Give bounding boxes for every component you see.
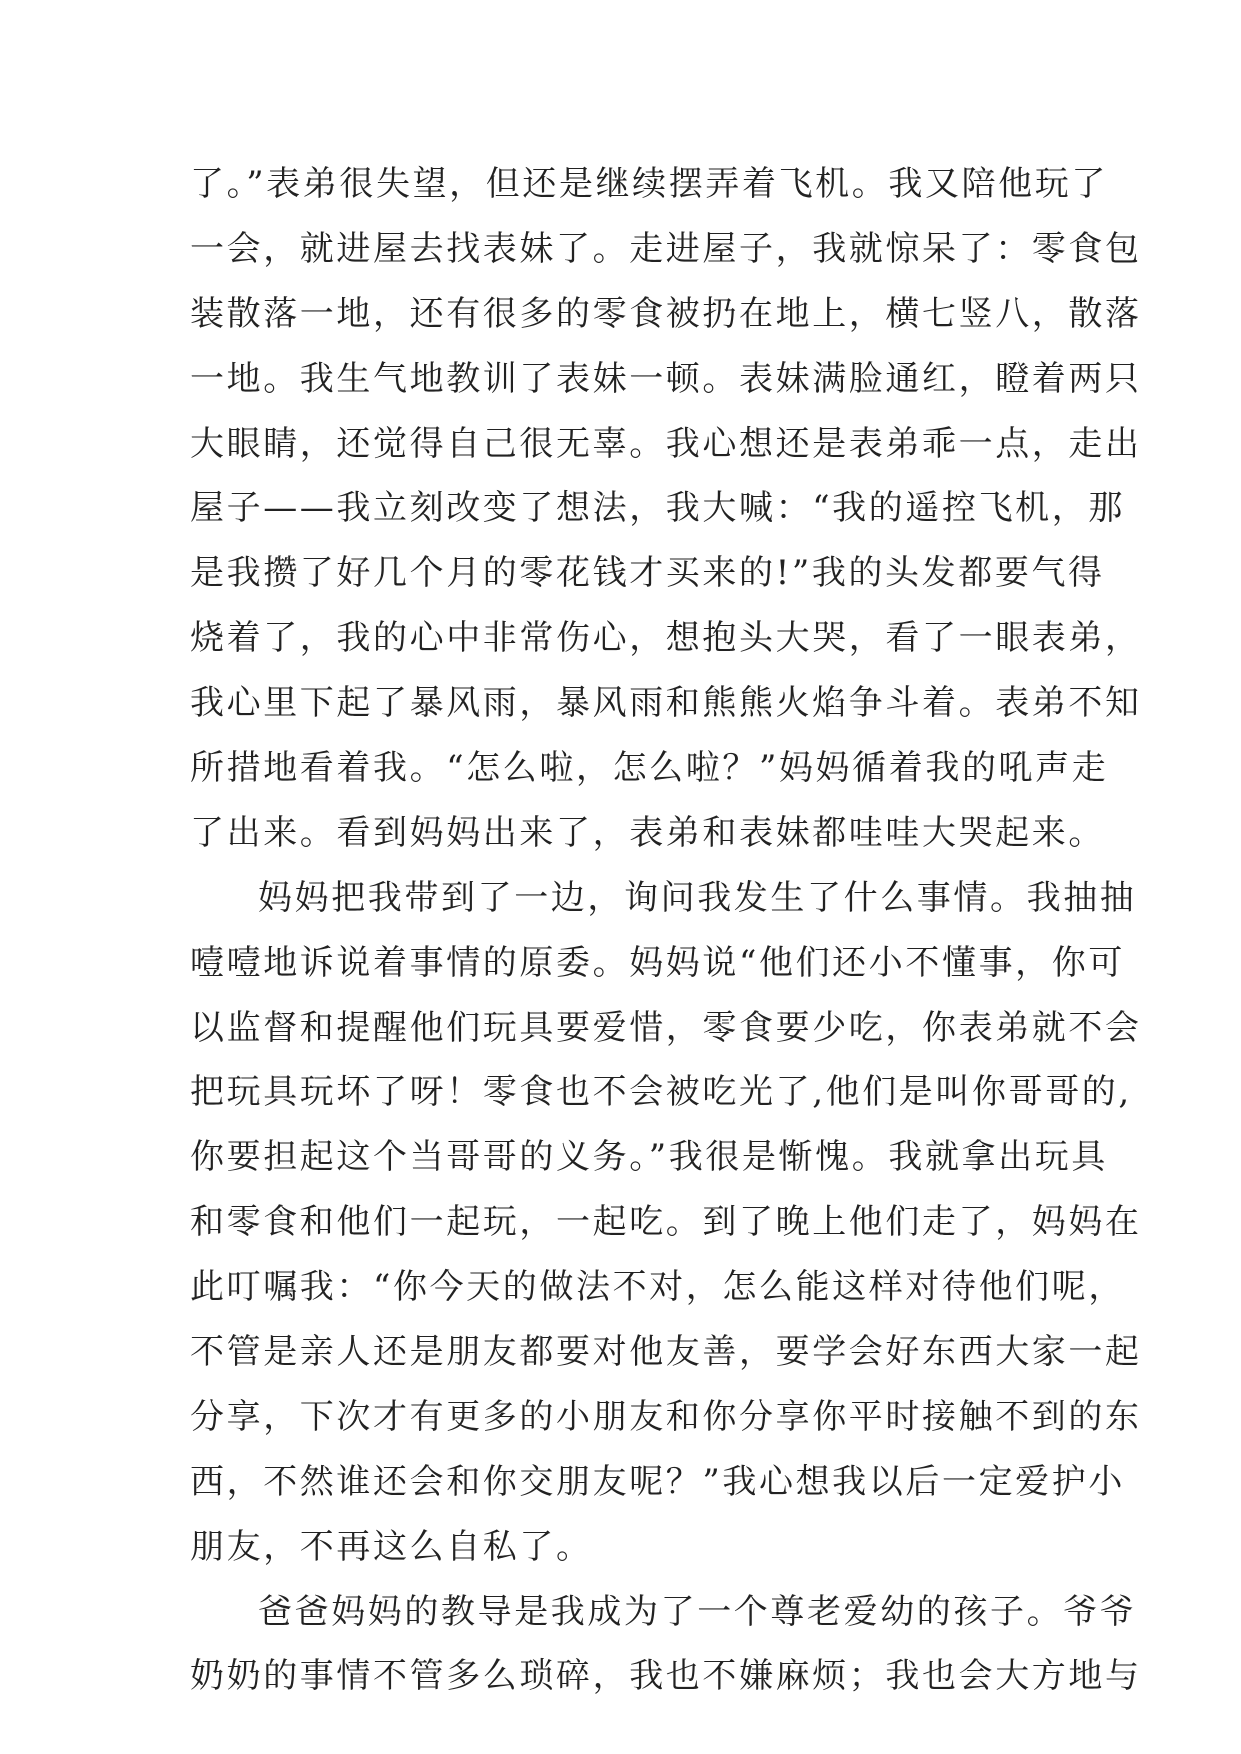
text-line: 和零食和他们一起玩，一起吃。到了晚上他们走了，妈妈在 [190,1202,1142,1243]
text-line: 所措地看着我。“怎么啦，怎么啦？”妈妈循着我的吼声走 [190,748,1109,789]
text-line: 屋子——我立刻改变了想法，我大喊：“我的遥控飞机，那 [190,488,1125,529]
text-line: 一地。我生气地教训了表妹一顿。表妹满脸通红，瞪着两只 [190,358,1142,399]
text-line: 了出来。看到妈妈出来了，表弟和表妹都哇哇大哭起来。 [190,812,1105,853]
text-line: 分享，下次才有更多的小朋友和你分享你平时接触不到的东 [190,1396,1142,1437]
text-line: 我心里下起了暴风雨，暴风雨和熊熊火焰争斗着。表弟不知 [190,683,1142,724]
text-line: 烧着了，我的心中非常伤心，想抱头大哭，看了一眼表弟， [190,618,1142,659]
text-line: 装散落一地，还有很多的零食被扔在地上，横七竖八，散落 [190,293,1142,334]
essay-body [190,152,1142,1709]
text-line: 是我攒了好几个月的零花钱才买来的!”我的头发都要气得 [190,553,1105,594]
text-line: 了。”表弟很失望，但还是继续摆弄着飞机。我又陪他玩了 [190,164,1108,204]
text-line: 大眼睛，还觉得自己很无辜。我心想还是表弟乖一点，走出 [190,423,1142,464]
text-line: 以监督和提醒他们玩具要爱惜，零食要少吃，你表弟就不会 [190,1007,1142,1048]
text-line: 一会，就进屋去找表妹了。走进屋子，我就惊呆了：零食包 [190,228,1142,269]
text-line: 奶奶的事情不管多么琐碎，我也不嫌麻烦；我也会大方地与 [190,1656,1142,1697]
text-line: 把玩具玩坏了呀！零食也不会被吃光了,他们是叫你哥哥的, [190,1072,1132,1113]
text-line: 朋友，不再这么自私了。 [190,1526,593,1567]
text-line: 你要担起这个当哥哥的义务。”我很是惭愧。我就拿出玩具 [190,1137,1108,1178]
text-line: 不管是亲人还是朋友都要对他友善，要学会好东西大家一起 [190,1332,1142,1373]
text-line: 西，不然谁还会和你交朋友呢？”我心想我以后一定爱护小 [190,1461,1125,1502]
text-line: 此叮嘱我：“你今天的做法不对，怎么能这样对待他们呢， [190,1267,1125,1308]
paragraph-start-line: 妈妈把我带到了一边，询问我发生了什么事情。我抽抽 [258,877,1137,918]
paragraph-start-line: 爸爸妈妈的教导是我成为了一个尊老爱幼的孩子。爷爷 [258,1591,1137,1632]
text-line: 噎噎地诉说着事情的原委。妈妈说“他们还小不懂事，你可 [190,942,1125,983]
